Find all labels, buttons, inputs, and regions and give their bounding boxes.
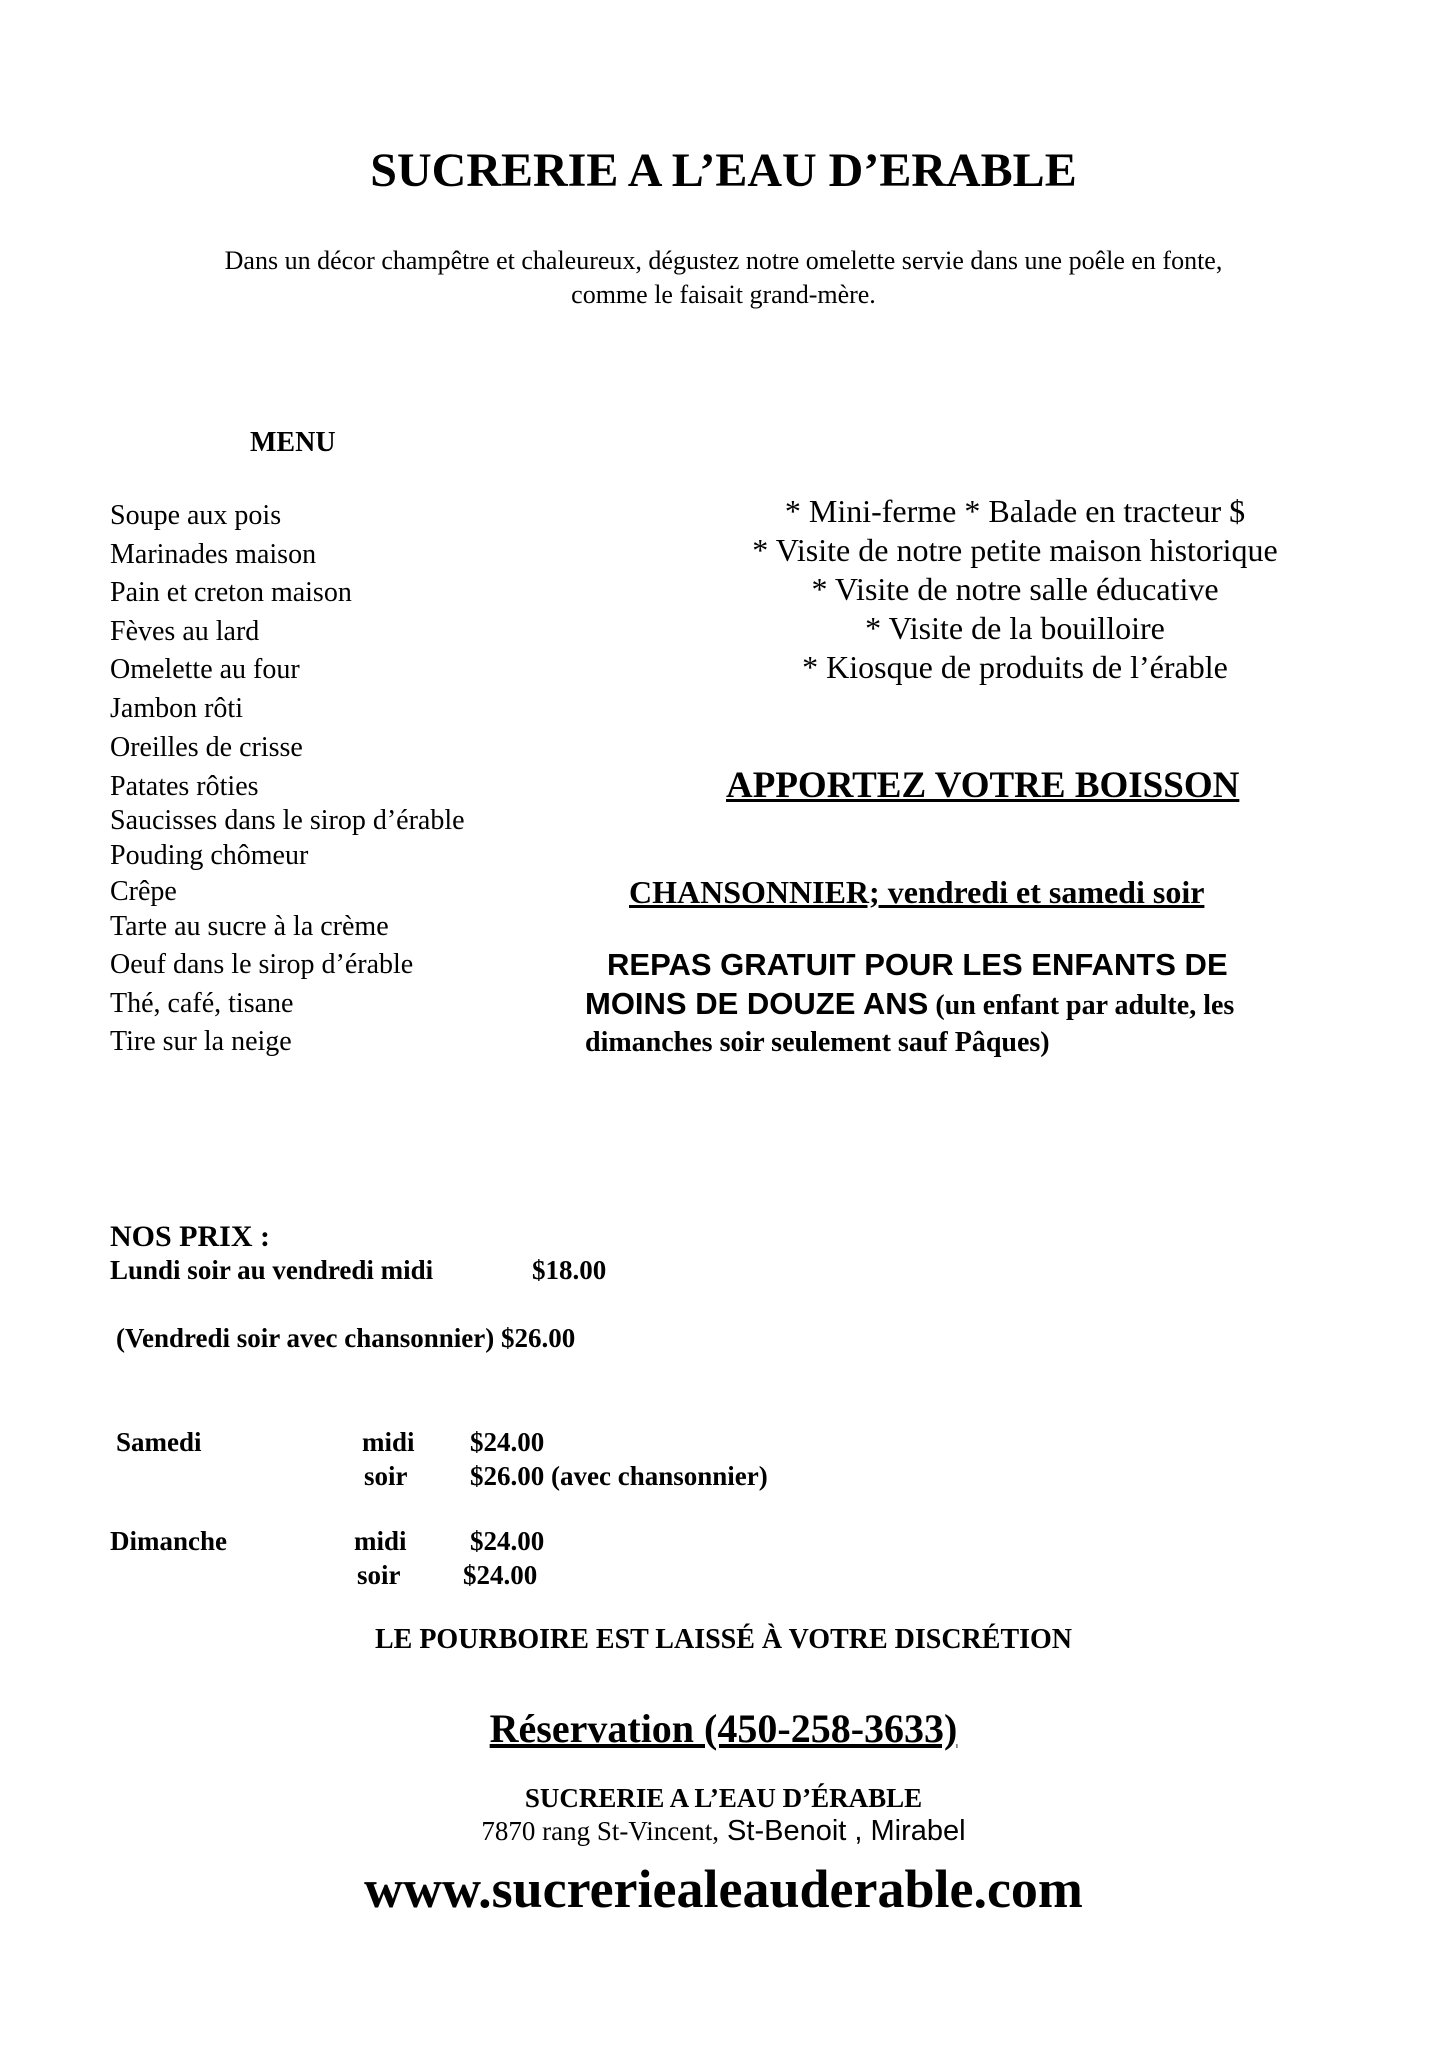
intro-text xyxy=(0,244,1447,312)
activity-item: * Kiosque de produits de l’érable xyxy=(802,649,1228,685)
menu-item: Pain et creton maison xyxy=(110,577,352,609)
menu-item: Tarte au sucre à la crème xyxy=(110,911,389,943)
menu-heading: MENU xyxy=(250,427,336,458)
repas-line-3: dimanches soir seulement sauf Pâques) xyxy=(585,1027,1050,1058)
menu-item: Fèves au lard xyxy=(110,615,260,647)
website-link[interactable]: www.sucreriealeauderable.com xyxy=(364,1859,1083,1919)
weekday-price: $18.00 xyxy=(532,1255,607,1285)
repas-line-2b: (un enfant par adulte, les xyxy=(928,990,1235,1021)
address-street: 7870 rang St-Vincent, xyxy=(481,1816,719,1846)
samedi-midi-price: $24.00 xyxy=(470,1427,545,1457)
chansonnier-notice: CHANSONNIER; vendredi et samedi soir xyxy=(629,874,1205,910)
page-title: SUCRERIE A L’EAU D’ERABLE xyxy=(370,144,1077,197)
friday-note: (Vendredi soir avec chansonnier) $26.00 xyxy=(116,1323,576,1353)
menu-item: Oeuf dans le sirop d’érable xyxy=(110,949,414,981)
menu-item: Soupe aux pois xyxy=(110,500,282,531)
bring-your-drink-notice: APPORTEZ VOTRE BOISSON xyxy=(726,765,1240,806)
menu-item: Jambon rôti xyxy=(110,692,243,724)
dimanche-soir-label: soir xyxy=(357,1560,401,1590)
activity-item: * Visite de notre petite maison historique xyxy=(752,532,1278,568)
menu-list xyxy=(110,497,465,1062)
activity-item: * Visite de la bouilloire xyxy=(865,610,1165,646)
repas-line-1: REPAS GRATUIT POUR LES ENFANTS DE xyxy=(607,947,1228,982)
activity-item: * Visite de notre salle éducative xyxy=(811,571,1219,607)
dimanche-midi-label: midi xyxy=(354,1526,407,1556)
samedi-midi-label: midi xyxy=(362,1427,415,1457)
dimanche-soir-price: $24.00 xyxy=(463,1560,538,1590)
intro-line-1: Dans un décor champêtre et chaleureux, dégustez notre omelette servie dans une poêle en fonte, xyxy=(224,246,1223,275)
footer-name: SUCRERIE A L’EAU D’ÉRABLE xyxy=(524,1783,923,1813)
repas-line-2 xyxy=(585,984,1385,1023)
tip-notice: LE POURBOIRE EST LAISSÉ À VOTRE DISCRÉTION xyxy=(374,1624,1073,1655)
address-city: St-Benoit , Mirabel xyxy=(718,1815,966,1847)
dimanche-midi-price: $24.00 xyxy=(470,1526,545,1556)
reservation-phone[interactable]: Réservation (450-258-3633) xyxy=(489,1706,958,1751)
samedi-soir-label: soir xyxy=(364,1461,408,1491)
free-kids-meal-notice xyxy=(585,945,1385,1062)
menu-item: Oreilles de crisse xyxy=(110,731,303,763)
samedi-soir-price: $26.00 (avec chansonnier) xyxy=(470,1461,768,1491)
footer-address xyxy=(0,1815,1447,1848)
intro-line-2: comme le faisait grand-mère. xyxy=(571,280,876,309)
weekday-label: Lundi soir au vendredi midi xyxy=(110,1255,434,1285)
samedi-label: Samedi xyxy=(116,1427,202,1457)
menu-item: Patates rôties xyxy=(110,771,259,803)
prices-heading: NOS PRIX : xyxy=(110,1220,271,1253)
activity-item: * Mini-ferme * Balade en tracteur $ xyxy=(784,493,1246,529)
menu-item: Tire sur la neige xyxy=(110,1026,292,1058)
repas-line-2a: MOINS DE DOUZE ANS xyxy=(585,986,929,1021)
menu-item: Crêpe xyxy=(110,876,177,908)
menu-item: Saucisses dans le sirop d’érable xyxy=(110,805,465,837)
menu-item: Thé, café, tisane xyxy=(110,987,294,1019)
menu-item: Marinades maison xyxy=(110,538,317,570)
menu-item: Omelette au four xyxy=(110,654,300,686)
menu-item: Pouding chômeur xyxy=(110,840,309,872)
dimanche-label: Dimanche xyxy=(110,1526,227,1556)
activities-list xyxy=(650,492,1380,687)
